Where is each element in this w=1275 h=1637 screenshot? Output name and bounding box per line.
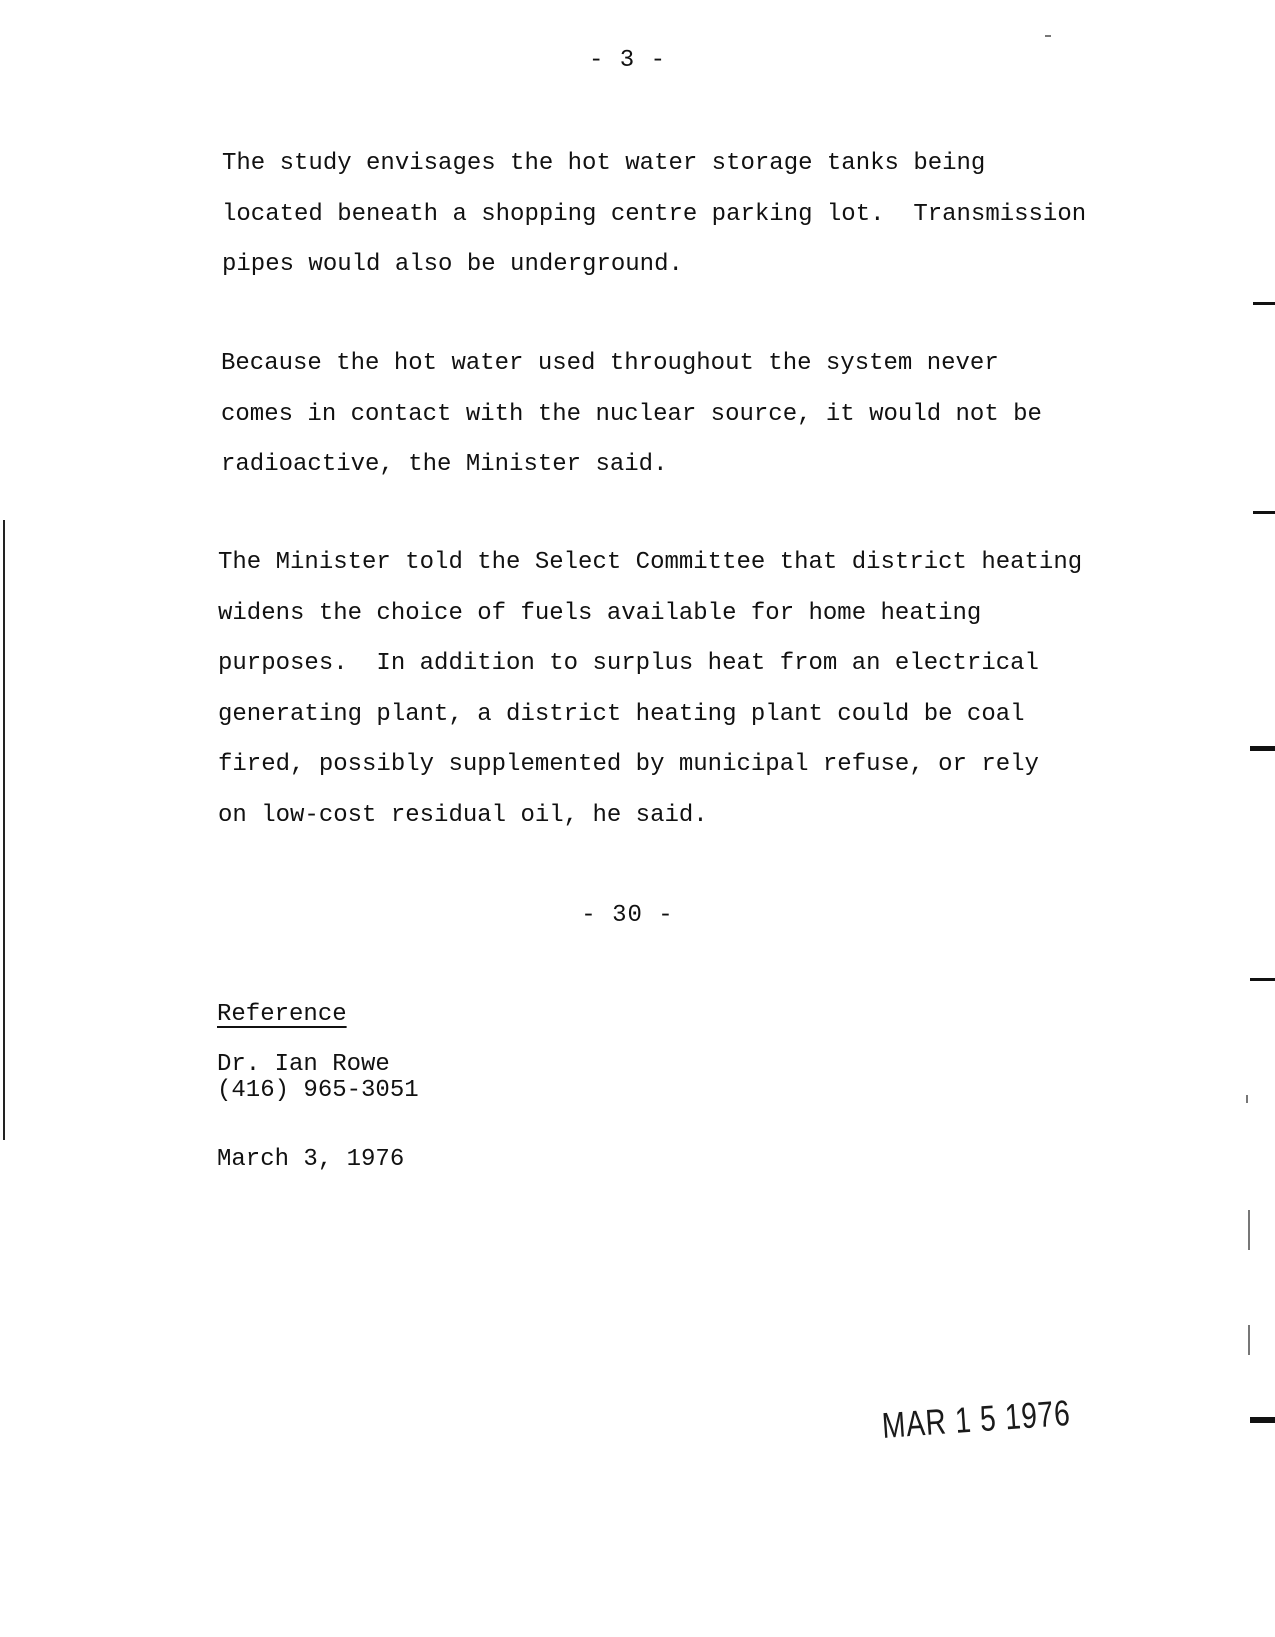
scan-speck: [1045, 35, 1051, 37]
scan-edge-mark: [1250, 1417, 1275, 1423]
paragraph-line: Because the hot water used throughout the system never: [221, 350, 999, 377]
paragraph-line: The study envisages the hot water storage tanks being: [222, 150, 986, 177]
scan-edge-mark: [1250, 978, 1275, 981]
scan-edge-mark: [1253, 302, 1275, 305]
paragraph-1: [222, 139, 1142, 291]
scan-speck: [1248, 1210, 1250, 1250]
reference-name: Dr. Ian Rowe: [217, 1051, 390, 1078]
page-number: - 3 -: [588, 47, 666, 74]
paragraph-3: [218, 538, 1138, 841]
document-date: March 3, 1976: [217, 1146, 405, 1173]
paragraph-line: fired, possibly supplemented by municipal refuse, or rely: [218, 751, 1039, 778]
scan-edge-line: [3, 520, 5, 1140]
paragraph-line: comes in contact with the nuclear source, it would not be: [221, 400, 1042, 428]
reference-phone: (416) 965-3051: [217, 1077, 419, 1104]
paragraph-line: pipes would also be underground.: [222, 251, 683, 278]
scan-speck: [1248, 1325, 1250, 1355]
end-mark: - 30 -: [581, 902, 674, 929]
reference-heading: Reference: [217, 1001, 347, 1028]
paragraph-line: The Minister told the Select Committee that district heating: [218, 549, 1083, 576]
paragraph-line: on low-cost residual oil, he said.: [218, 801, 708, 829]
paragraph-line: purposes. In addition to surplus heat from an electrical: [218, 650, 1039, 677]
scan-edge-mark: [1250, 746, 1275, 751]
paragraph-line: located beneath a shopping centre parking lot. Transmission: [222, 200, 1087, 228]
paragraph-2: [221, 339, 1141, 491]
scan-speck: [1246, 1095, 1248, 1103]
paragraph-line: widens the choice of fuels available for home heating: [218, 599, 982, 627]
scan-edge-mark: [1253, 511, 1275, 514]
paragraph-line: generating plant, a district heating plant could be coal: [218, 700, 1025, 728]
paragraph-line: radioactive, the Minister said.: [221, 451, 668, 478]
date-stamp: MAR 1 5 1976: [880, 1391, 1072, 1446]
reference-block: [217, 1000, 419, 1173]
